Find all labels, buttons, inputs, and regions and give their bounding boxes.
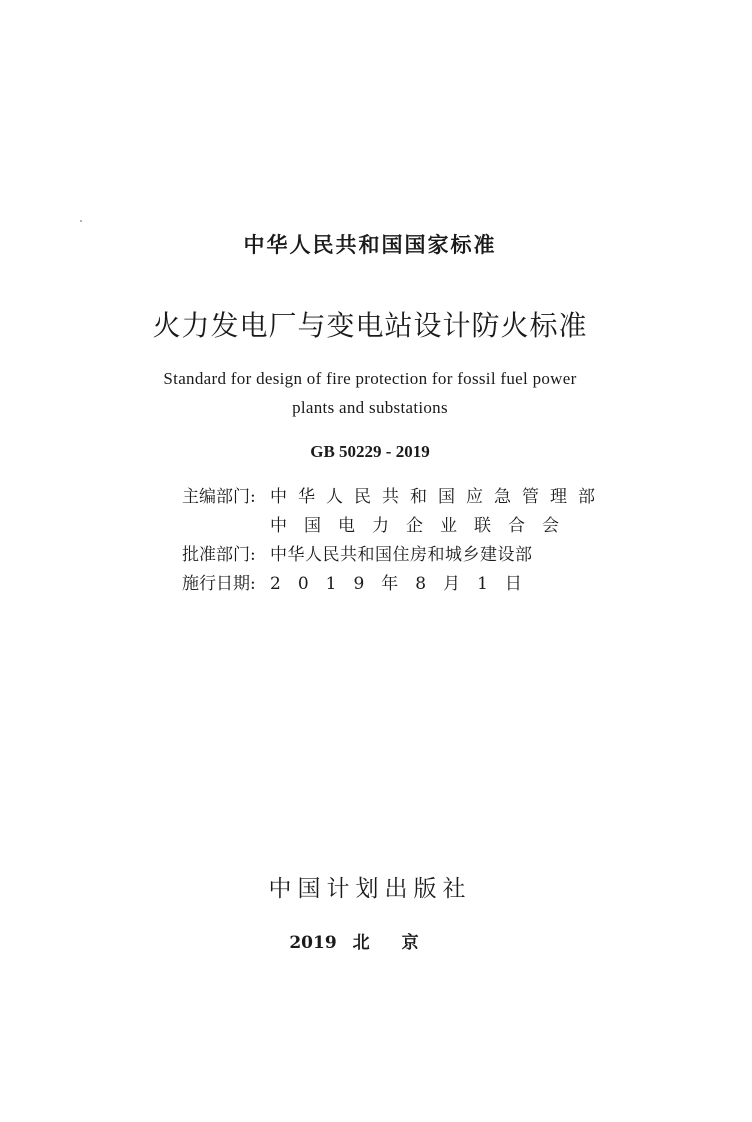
effective-value: 2019年8月1日 bbox=[270, 574, 539, 594]
scan-speck bbox=[80, 220, 82, 222]
effective-label: 施行日期: bbox=[182, 574, 256, 594]
main-title: 火力发电厂与变电站设计防火标准 bbox=[152, 309, 588, 342]
approver-value: 中华人民共和国住房和城乡建设部 bbox=[270, 545, 533, 565]
publication-year: 2019 bbox=[289, 933, 337, 953]
editor-label: 主编部门: bbox=[182, 487, 256, 507]
standard-number: GB 50229 - 2019 bbox=[310, 442, 430, 461]
english-title bbox=[0, 364, 740, 422]
series-title: 中华人民共和国国家标准 bbox=[243, 233, 497, 257]
english-title-line-2: plants and substations bbox=[292, 398, 448, 417]
approver-label: 批准部门: bbox=[182, 545, 256, 565]
publisher-name: 中国计划出版社 bbox=[268, 876, 472, 902]
publication-city: 北京 bbox=[352, 933, 451, 953]
editor-row-2 bbox=[182, 512, 576, 540]
editor-row bbox=[182, 483, 606, 511]
editor-value-1: 中华人民共和国应急管理部 bbox=[270, 487, 606, 507]
effective-row bbox=[182, 570, 539, 598]
publication-line bbox=[0, 928, 740, 953]
english-title-line-1: Standard for design of fire protection for fossil fuel power bbox=[163, 369, 577, 388]
editor-value-2: 中国电力企业联合会 bbox=[270, 516, 576, 536]
approver-row bbox=[182, 541, 533, 569]
